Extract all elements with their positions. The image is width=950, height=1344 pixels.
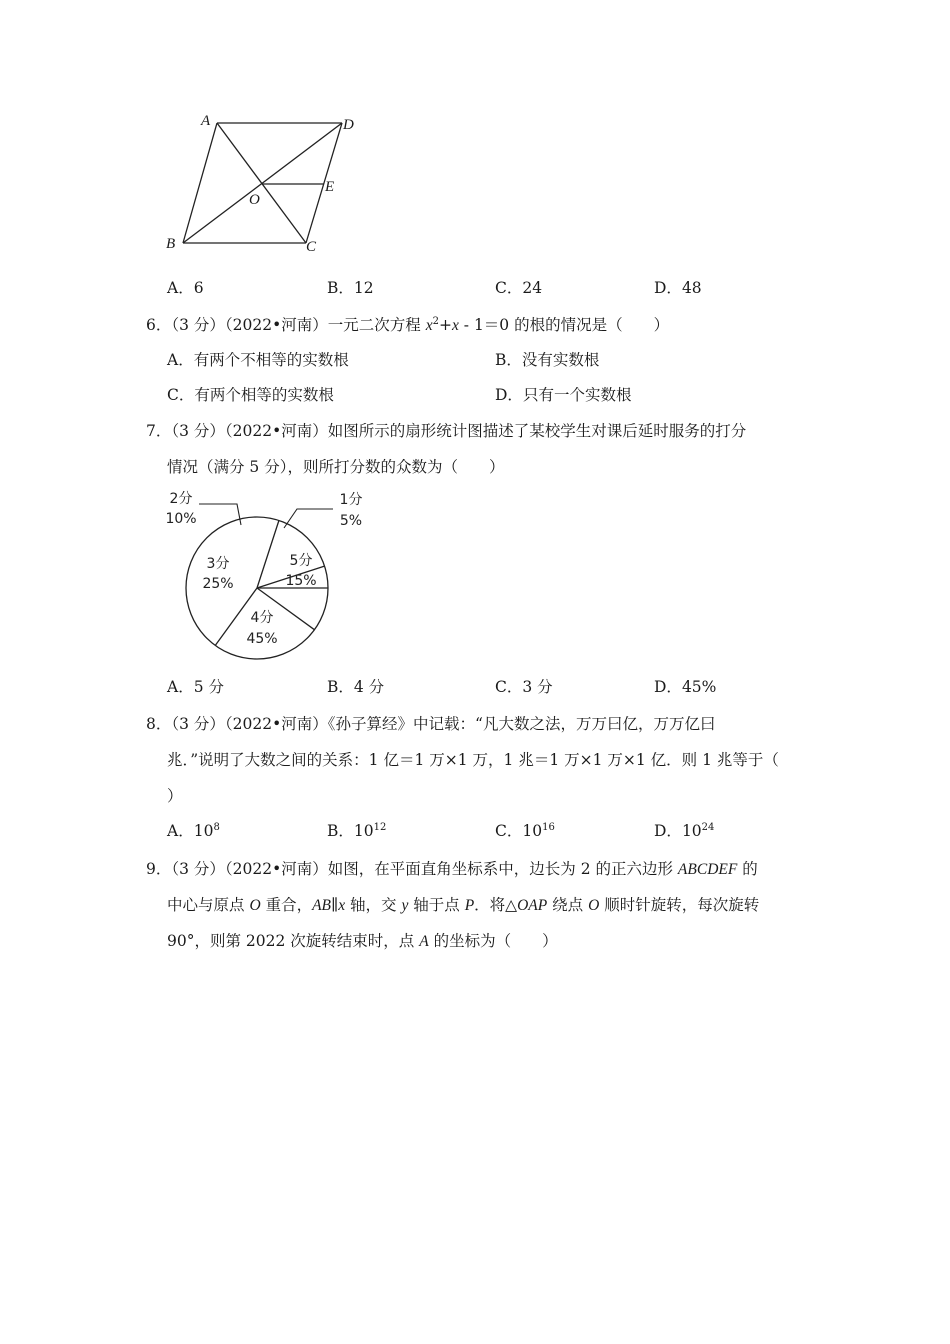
q6-option-b[interactable]: B．没有实数根 <box>495 351 600 369</box>
q8-stem-line1: 8．（3 分）（2022•河南）《孙子算经》中记载：“凡大数之法，万万曰亿，万万亿曰 <box>146 715 716 733</box>
q8-option-a[interactable]: A．$10^8$ <box>167 822 220 840</box>
q7-option-b[interactable]: B．4 分 <box>327 678 385 696</box>
q9-stem-line1: 9．（3 分）（2022•河南）如图，在平面直角坐标系中，边长为 2 的正六边形 ABCDEF 的 <box>146 860 758 878</box>
vertex-label-a: A <box>201 113 211 129</box>
q7-stem-line1: 7．（3 分）（2022•河南）如图所示的扇形统计图描述了某校学生对课后延时服务的打分 <box>146 422 747 440</box>
point-label-e: E <box>325 179 335 195</box>
q9-stem-line2: 中心与原点 O 重合，AB∥x 轴，交 y 轴于点 P．将△OAP 绕点 O 顺时针旋转，每次旋转 <box>167 896 760 914</box>
pie-label-percent: 25% <box>202 576 234 592</box>
q9-stem-line3: 90°，则第 2022 次旋转结束时，点 A 的坐标为（ ） <box>167 932 558 950</box>
q8-stem-line2: 兆．”说明了大数之间的关系：1 亿＝1 万×1 万，1 兆＝1 万×1 万×1 亿．则 1 兆等于（ <box>167 751 779 769</box>
vertex-label-b: B <box>166 236 176 252</box>
q6-stem: 6．（3 分）（2022•河南）一元二次方程 $x^2+x - 1=0$ 的根的情况是（ ） <box>146 316 670 334</box>
q5-option-a[interactable]: A．6 <box>167 279 204 297</box>
pie-label-score: 2分 <box>169 491 193 507</box>
pie-label-percent: 15% <box>285 573 317 589</box>
pie-label-percent: 5% <box>339 513 363 529</box>
pie-label-score: 5分 <box>289 553 313 569</box>
pie-label-score: 3分 <box>206 556 230 572</box>
q7-option-d[interactable]: D．45% <box>654 678 717 696</box>
q6-option-a[interactable]: A．有两个不相等的实数根 <box>167 351 349 369</box>
q8-option-c[interactable]: C．$10^{16}$ <box>495 822 555 840</box>
parallelogram-figure <box>160 108 370 258</box>
pie-slice-boundary-3 <box>257 521 279 589</box>
q5-option-d[interactable]: D．48 <box>654 279 702 297</box>
q6-option-c[interactable]: C．有两个相等的实数根 <box>167 386 334 404</box>
pie-label-percent: 10% <box>165 511 197 527</box>
diagonal-bd <box>183 123 342 243</box>
vertex-label-c: C <box>306 239 317 255</box>
q5-option-c[interactable]: C．24 <box>495 279 543 297</box>
vertex-label-d: D <box>343 117 354 133</box>
pie-label-score: 1分 <box>339 492 363 508</box>
q8-option-d[interactable]: D．$10^{24}$ <box>654 822 715 840</box>
q7-stem-line2: 情况（满分 5 分），则所打分数的众数为（ ） <box>167 458 505 476</box>
pie-label-score: 4分 <box>250 610 274 626</box>
q5-option-b[interactable]: B．12 <box>327 279 374 297</box>
point-label-o: O <box>249 192 260 208</box>
q7-option-a[interactable]: A．5 分 <box>167 678 224 696</box>
q8-stem-line3: ） <box>167 787 183 805</box>
q6-option-d[interactable]: D．只有一个实数根 <box>495 386 632 404</box>
q7-option-c[interactable]: C．3 分 <box>495 678 553 696</box>
pie-label-percent: 45% <box>246 631 278 647</box>
q8-option-b[interactable]: B．$10^{12}$ <box>327 822 387 840</box>
side-ba <box>183 123 217 243</box>
side-dc <box>306 123 342 243</box>
leader-line-2fen <box>199 504 241 525</box>
pie-chart <box>150 485 380 675</box>
